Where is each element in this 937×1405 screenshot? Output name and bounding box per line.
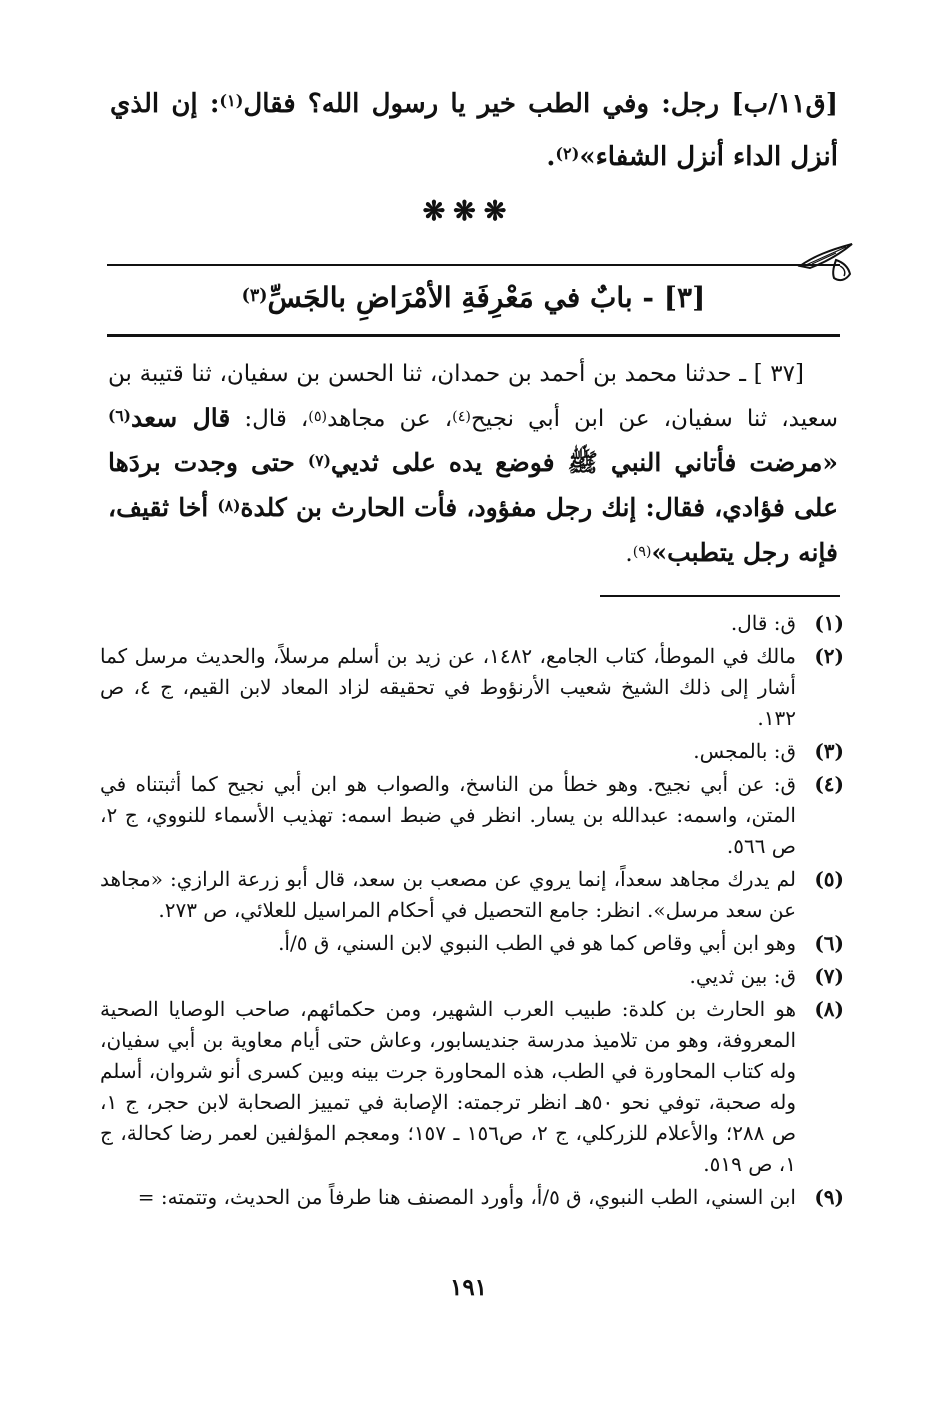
footnote-ref-8[interactable]: (٨)	[217, 495, 241, 515]
footnote-ref-4[interactable]: (٤)	[452, 409, 471, 426]
footnote-item	[100, 864, 844, 926]
footnote-item	[100, 608, 844, 639]
footnote-text: وهو ابن أبي وقاص كما هو في الطب النبوي لابن السني، ق ٥/أ.	[278, 931, 796, 955]
footnote-text: ق: قال.	[730, 611, 796, 635]
footnote-item	[100, 641, 844, 734]
footnote-item	[100, 769, 844, 862]
footnote-text: مالك في الموطأ، كتاب الجامع، ١٤٨٢، عن زيد بن أسلم مرسلاً، والحديث مرسل كما أشار إلى ذلك الشيخ شعيب الأرنؤوط في تحقيقه لزاد المعاد لابن القيم، ج ٤، ص ١٣٢.	[100, 644, 796, 730]
footnote-text: لم يدرك مجاهد سعداً، إنما يروي عن مصعب بن سعد، قال أبو زرعة الرازي: «مجاهد عن سعد مرسل». انظر: جامع التحصيل في أحكام المراسيل للعلائي، ص ٢٧٣.	[100, 867, 796, 922]
footnote-ref-9[interactable]: (٩)	[632, 544, 652, 561]
footnote-item	[100, 928, 844, 959]
footnote-number: (٣)	[814, 739, 844, 763]
footnote-number: (٦)	[814, 931, 844, 955]
footnote-number: (٧)	[814, 964, 844, 988]
footnote-item	[100, 961, 844, 992]
hadith-text: قال سعد$^{(٦)}$ «مرضت فأتاني النبي ﷺ فوضع يده على ثديي$^{(٧)}$ حتى وجدت بردَها على فؤادي، فقال: إنك رجل مفؤود، فأت الحارث بن كلدة$^{(٨)}$ أخا ثقيف، فإنه رجل يتطبب»	[108, 403, 839, 567]
footnote-item	[100, 1182, 844, 1213]
footnote-number: (٨)	[814, 997, 844, 1021]
page-number: ١٩١	[449, 1274, 488, 1301]
footnote-number: (٤)	[814, 772, 844, 796]
footnote-text: ق: بين ثديي.	[689, 964, 796, 988]
footnote-number: (١)	[814, 611, 844, 635]
footnote-ref-2[interactable]: (٢)	[555, 144, 580, 164]
footnote-item	[100, 994, 844, 1180]
footnote-ref-5[interactable]: (٥)	[308, 409, 328, 426]
section-separator: ❋❋❋	[422, 196, 515, 227]
footnote-text: ق: بالمجس.	[693, 739, 796, 763]
footnote-ref-1[interactable]: (١)	[219, 91, 244, 111]
chapter-bottom-rule	[107, 334, 840, 337]
hadith-paragraph: [٣٧ ] ـ حدثنا محمد بن أحمد بن حمدان، ثنا الحسن بن سفيان، ثنا قتيبة بن سعيد، ثنا سفيان، عن ابن أبي نجيح$^{(٤)}$، عن مجاهد$^{(٥)}$، قال: قال سعد$^{(٦)}$ «مرضت فأتاني النبي ﷺ فوضع يده على ثديي$^{(٧)}$ حتى وجدت بردَها على فؤادي، فقال: إنك رجل مفؤود، فأت الحارث بن كلدة$^{(٨)}$ أخا ثقيف، فإنه رجل يتطبب»$^{(٩)}$.	[108, 361, 839, 567]
footnote-number: (٥)	[814, 867, 844, 891]
manuscript-folio-ref: [ق١١/ب]	[731, 89, 838, 119]
footnote-divider	[600, 595, 840, 597]
footnotes-list	[100, 608, 844, 1215]
footnote-number: (٩)	[814, 1185, 844, 1209]
chapter-heading: [٣] - بابٌ في مَعْرِفَةِ الأمْرَاضِ بالجَسِّ$^{(٣)}$	[241, 281, 706, 314]
footnote-number: (٢)	[814, 644, 844, 668]
footnote-ref-3[interactable]: (٣)	[241, 285, 268, 306]
footnote-text: ق: عن أبي نجيح. وهو خطأ من الناسخ، والصواب هو ابن أبي نجيح كما أثبتناه في المتن، واسمه: عبدالله بن يسار. انظر في ضبط اسمه: تهذيب الأسماء للنووي، ج ٢، ص ٥٦٦.	[100, 772, 796, 858]
footnote-item	[100, 736, 844, 767]
footnote-text: ابن السني، الطب النبوي، ق ٥/أ، وأورد المصنف هنا طرفاً من الحديث، وتتمته: =	[137, 1185, 796, 1209]
footnote-ref-6[interactable]: (٦)	[108, 405, 132, 425]
chapter-top-rule	[107, 264, 840, 266]
footnote-ref-7[interactable]: (٧)	[307, 450, 331, 470]
footnote-text: هو الحارث بن كلدة: طبيب العرب الشهير، ومن حكمائهم، صاحب الوصايا الصحية المعروفة، وهو من تلاميذ مدرسة جنديسابور، وعاش حتى أيام معاوية بن أبي سفيان، وله كتاب المحاورة في الطب، هذه المحاورة جرت بينه وبين كسرى أنو شروان، أسلم وله صحبة، توفي نحو ٥٠هـ انظر ترجمته: الإصابة في تمييز الصحابة لابن حجر، ج ١، ص ٢٨٨؛ والأعلام للزركلي، ج ٢، ص١٥٦ ـ ١٥٧؛ ومعجم المؤلفين لعمر رضا كحالة، ج ١، ص ٥١٩.	[100, 997, 797, 1176]
intro-paragraph: [ق١١/ب] رجل: وفي الطب خير يا رسول الله؟ فقال$^{(١)}$: إن الذي أنزل الداء أنزل الشفاء»$^{(٢)}$.	[110, 89, 838, 172]
